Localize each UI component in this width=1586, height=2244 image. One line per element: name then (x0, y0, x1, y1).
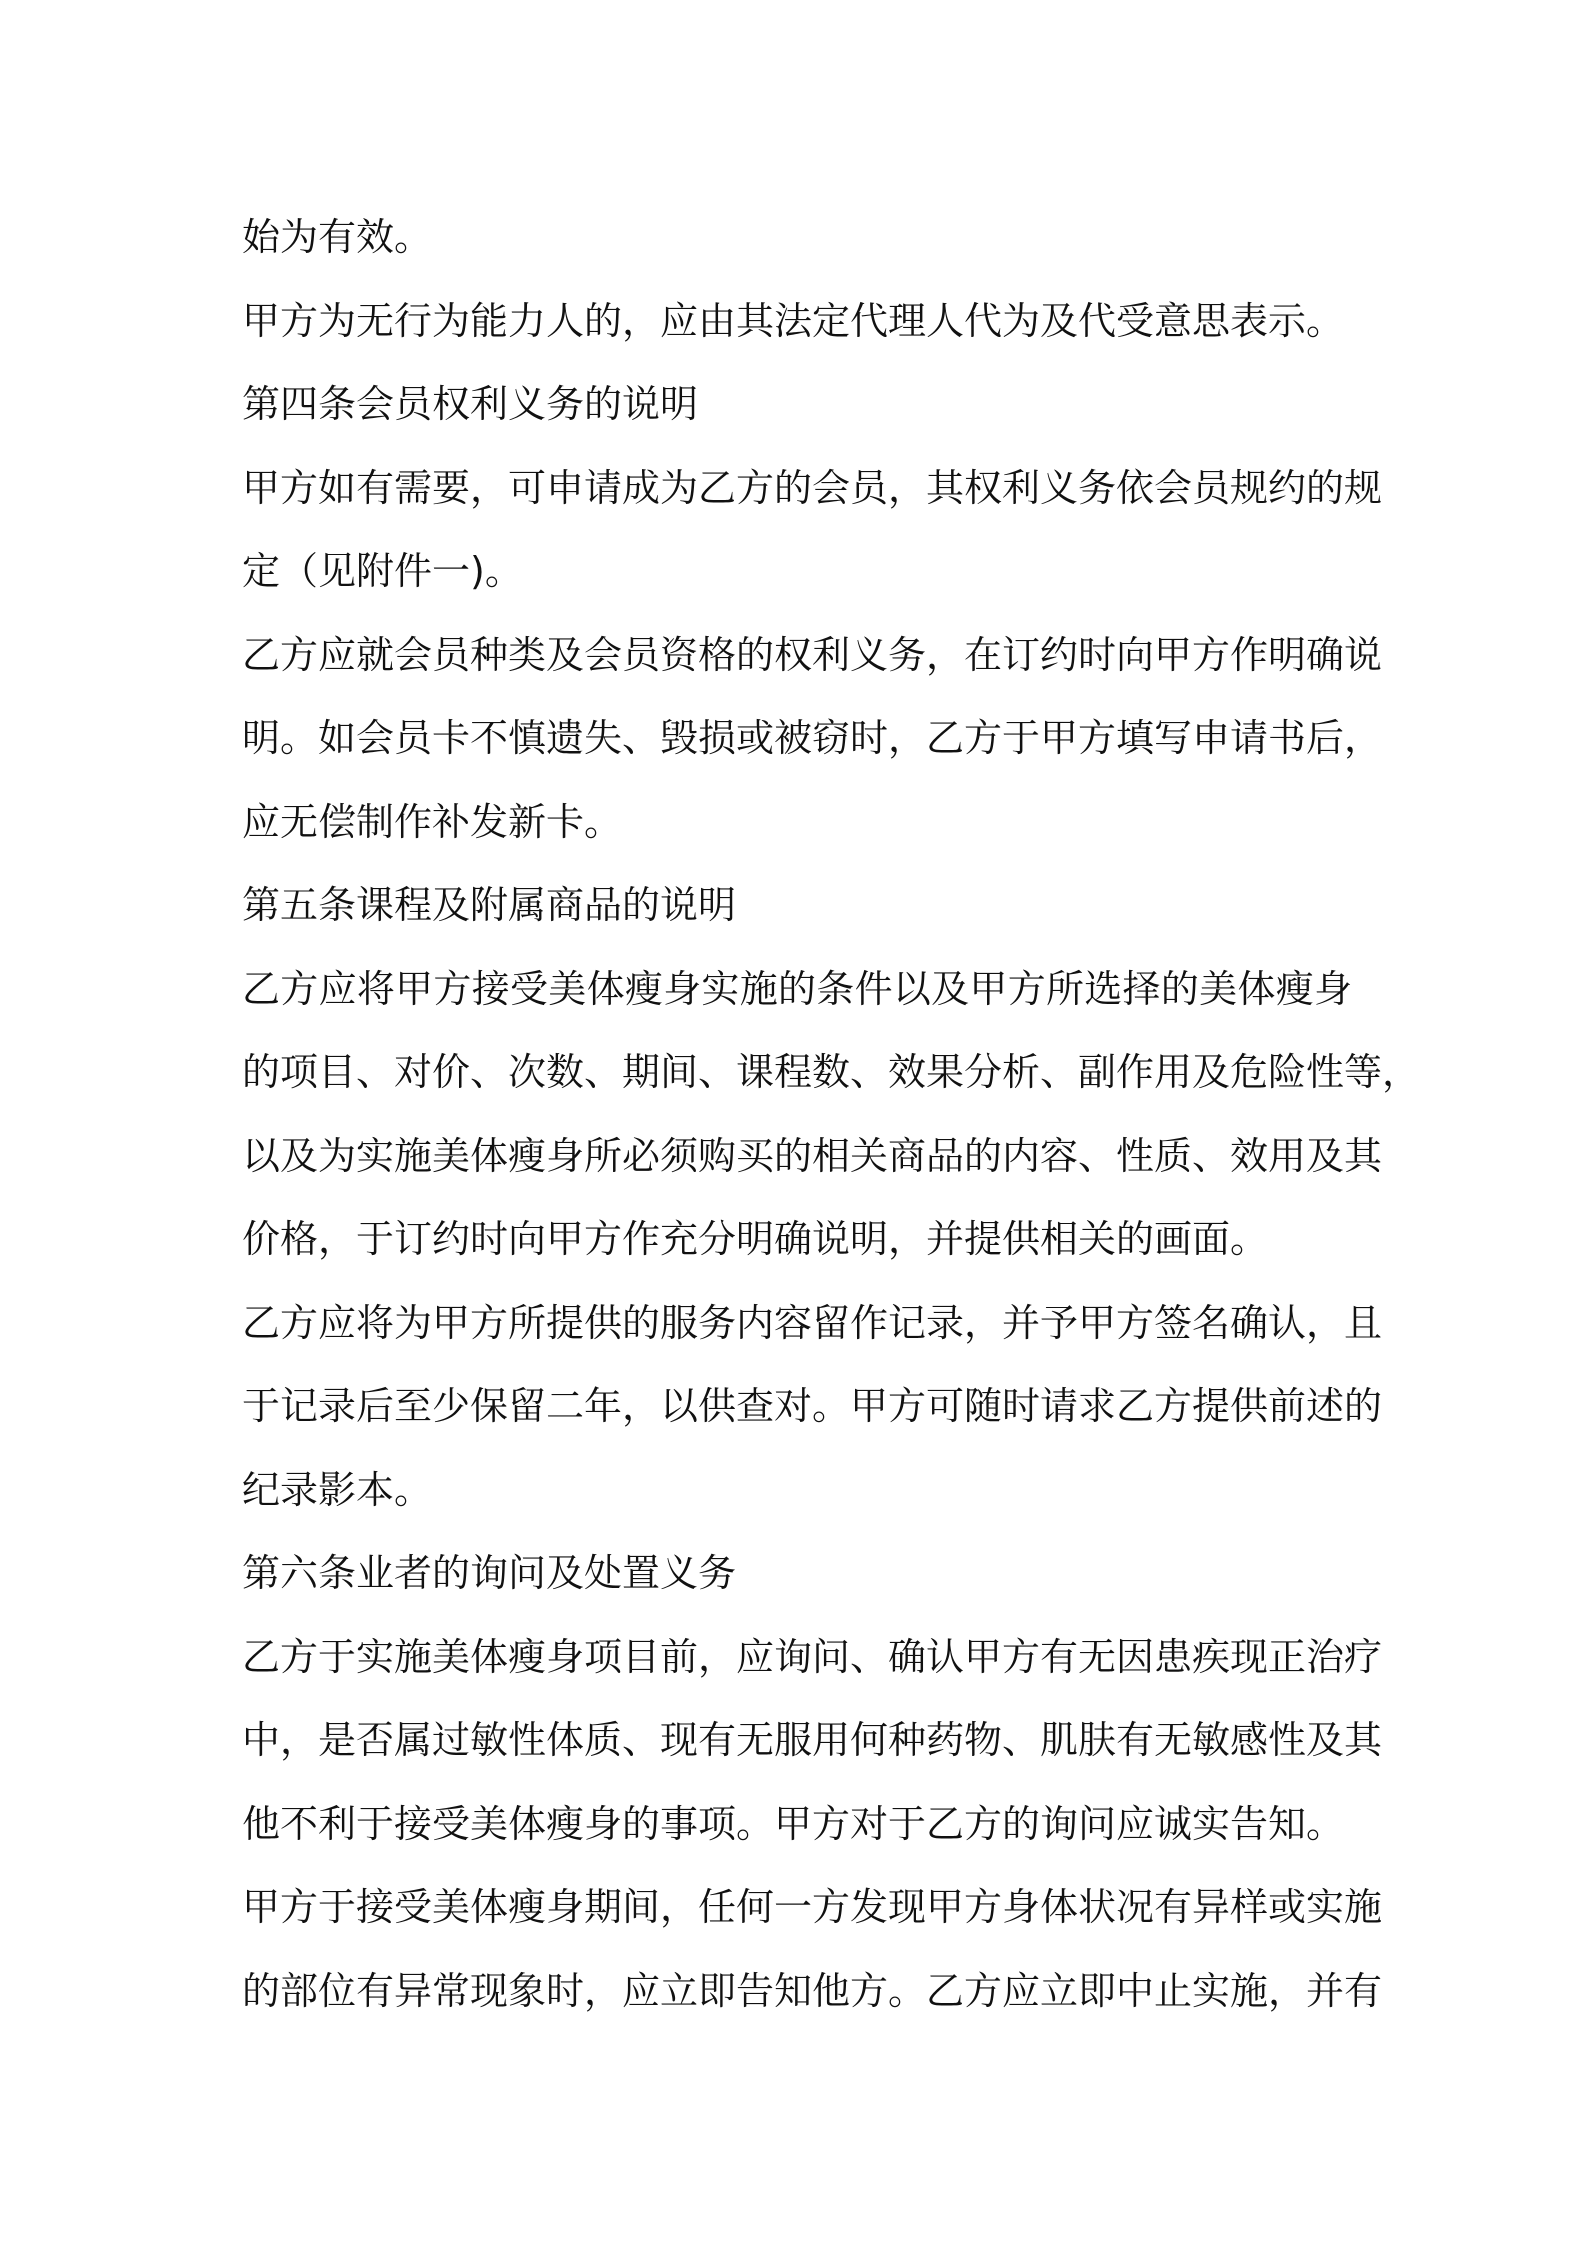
text-line: 定（见附件一)。 (242, 549, 523, 593)
text-line: 纪录影本。 (242, 1467, 433, 1512)
text-line: 乙方于实施美体瘦身项目前，应询问、确认甲方有无因患疾现正治疗 (242, 1634, 1383, 1679)
text-line: 明。如会员卡不慎遗失、毁损或被窃时，乙方于甲方填写申请书后， (242, 716, 1383, 760)
document-body (242, 196, 1421, 2033)
text-line: 他不利于接受美体瘦身的事项。甲方对于乙方的询问应诚实告知。 (242, 1801, 1345, 1846)
section-heading: 第六条业者的询问及处置义务 (242, 1551, 737, 1595)
text-line: 中，是否属过敏性体质、现有无服用何种药物、肌肤有无敏感性及其 (242, 1718, 1383, 1762)
section-heading: 第四条会员权利义务的说明 (242, 382, 699, 426)
text-line: 甲方为无行为能力人的，应由其法定代理人代为及代受意思表示。 (242, 298, 1345, 343)
text-line: 价格，于订约时向甲方作充分明确说明，并提供相关的画面。 (242, 1217, 1269, 1261)
text-line: 乙方应将为甲方所提供的服务内容留作记录，并予甲方签名确认，且 (242, 1300, 1383, 1345)
text-line: 应无偿制作补发新卡。 (242, 799, 623, 844)
text-line: 的项目、对价、次数、期间、课程数、效果分析、副作用及危险性等， (242, 1050, 1421, 1094)
text-line: 乙方应就会员种类及会员资格的权利义务，在订约时向甲方作明确说 (242, 632, 1383, 677)
text-line: 以及为实施美体瘦身所必须购买的相关商品的内容、性质、效用及其 (242, 1133, 1383, 1178)
text-line: 于记录后至少保留二年，以供查对。甲方可随时请求乙方提供前述的 (242, 1384, 1383, 1428)
text-line: 乙方应将甲方接受美体瘦身实施的条件以及甲方所选择的美体瘦身 (242, 966, 1352, 1011)
section-heading: 第五条课程及附属商品的说明 (242, 883, 737, 927)
text-line: 甲方于接受美体瘦身期间，任何一方发现甲方身体状况有异样或实施 (242, 1885, 1383, 1929)
text-line: 的部位有异常现象时，应立即告知他方。乙方应立即中止实施，并有 (242, 1968, 1383, 2013)
text-line: 甲方如有需要，可申请成为乙方的会员，其权利义务依会员规约的规 (242, 465, 1383, 510)
text-line: 始为有效。 (242, 215, 433, 259)
